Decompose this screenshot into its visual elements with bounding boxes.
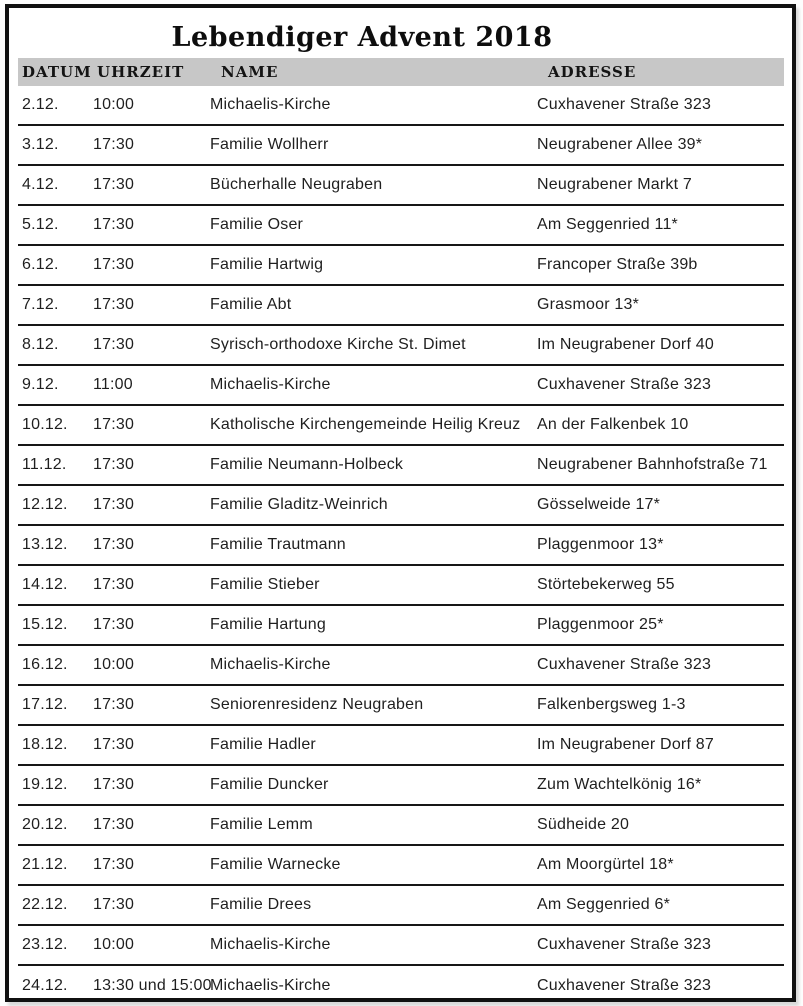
cell-uhrzeit: 10:00 xyxy=(93,96,135,113)
cell-datum: 23.12. xyxy=(22,936,68,953)
cell-adresse: Cuxhavener Straße 323 xyxy=(537,936,712,953)
cell-uhrzeit: 13:30 und 15:00 xyxy=(93,977,212,994)
cell-name: Familie Wollherr xyxy=(210,136,329,153)
table-row xyxy=(18,926,784,966)
cell-uhrzeit: 17:30 xyxy=(93,576,135,593)
cell-name: Familie Stieber xyxy=(210,576,320,593)
cell-uhrzeit: 17:30 xyxy=(93,856,135,873)
cell-adresse: Am Seggenried 11* xyxy=(537,216,678,233)
cell-adresse: An der Falkenbek 10 xyxy=(537,416,689,433)
outer-frame xyxy=(5,4,796,1002)
document-content xyxy=(9,8,792,998)
cell-datum: 2.12. xyxy=(22,96,59,113)
cell-name: Familie Oser xyxy=(210,216,304,233)
table-row xyxy=(18,246,784,286)
cell-name: Familie Warnecke xyxy=(210,856,341,873)
cell-datum: 7.12. xyxy=(22,296,59,313)
table-row xyxy=(18,686,784,726)
cell-uhrzeit: 17:30 xyxy=(93,456,135,473)
cell-adresse: Südheide 20 xyxy=(537,816,630,833)
cell-adresse: Am Seggenried 6* xyxy=(537,896,671,913)
table-row xyxy=(18,646,784,686)
page-title: Lebendiger Advent 2018 xyxy=(171,21,553,53)
cell-datum: 24.12. xyxy=(22,977,68,994)
table-row xyxy=(18,206,784,246)
cell-uhrzeit: 17:30 xyxy=(93,536,135,553)
cell-adresse: Cuxhavener Straße 323 xyxy=(537,376,712,393)
cell-datum: 14.12. xyxy=(22,576,68,593)
cell-name: Katholische Kirchengemeinde Heilig Kreuz xyxy=(210,416,521,433)
cell-name: Familie Drees xyxy=(210,896,312,913)
table-row xyxy=(18,886,784,926)
cell-name: Syrisch-orthodoxe Kirche St. Dimet xyxy=(210,336,466,353)
cell-uhrzeit: 17:30 xyxy=(93,616,135,633)
cell-adresse: Francoper Straße 39b xyxy=(537,256,698,273)
cell-datum: 21.12. xyxy=(22,856,68,873)
cell-uhrzeit: 17:30 xyxy=(93,136,135,153)
cell-adresse: Neugrabener Allee 39* xyxy=(537,136,703,153)
cell-name: Michaelis-Kirche xyxy=(210,656,331,673)
cell-name: Michaelis-Kirche xyxy=(210,96,331,113)
table-row xyxy=(18,326,784,366)
cell-adresse: Neugrabener Markt 7 xyxy=(537,176,692,193)
cell-adresse: Im Neugrabener Dorf 87 xyxy=(537,736,714,753)
cell-uhrzeit: 17:30 xyxy=(93,736,135,753)
cell-name: Familie Duncker xyxy=(210,776,329,793)
cell-uhrzeit: 17:30 xyxy=(93,176,135,193)
table-row xyxy=(18,806,784,846)
cell-name: Michaelis-Kirche xyxy=(210,977,331,994)
cell-uhrzeit: 17:30 xyxy=(93,816,135,833)
table-row xyxy=(18,566,784,606)
table-row xyxy=(18,126,784,166)
cell-datum: 13.12. xyxy=(22,536,68,553)
column-header-adresse: ADRESSE xyxy=(548,63,637,81)
cell-adresse: Falkenbergsweg 1-3 xyxy=(537,696,686,713)
cell-datum: 3.12. xyxy=(22,136,59,153)
cell-name: Seniorenresidenz Neugraben xyxy=(210,696,424,713)
cell-uhrzeit: 17:30 xyxy=(93,216,135,233)
column-header-uhrzeit: UHRZEIT xyxy=(97,63,185,81)
cell-name: Bücherhalle Neugraben xyxy=(210,176,383,193)
cell-datum: 5.12. xyxy=(22,216,59,233)
cell-adresse: Cuxhavener Straße 323 xyxy=(537,96,712,113)
table-row xyxy=(18,846,784,886)
table-row xyxy=(18,366,784,406)
cell-datum: 15.12. xyxy=(22,616,68,633)
table-row xyxy=(18,406,784,446)
cell-uhrzeit: 17:30 xyxy=(93,336,135,353)
advent-schedule-table xyxy=(18,86,784,1006)
cell-adresse: Zum Wachtelkönig 16* xyxy=(537,776,702,793)
cell-uhrzeit: 17:30 xyxy=(93,696,135,713)
cell-name: Familie Lemm xyxy=(210,816,313,833)
cell-datum: 8.12. xyxy=(22,336,59,353)
cell-adresse: Im Neugrabener Dorf 40 xyxy=(537,336,714,353)
cell-name: Michaelis-Kirche xyxy=(210,936,331,953)
cell-datum: 9.12. xyxy=(22,376,59,393)
cell-name: Familie Hartwig xyxy=(210,256,324,273)
cell-datum: 4.12. xyxy=(22,176,59,193)
cell-uhrzeit: 10:00 xyxy=(93,936,135,953)
cell-adresse: Neugrabener Bahnhofstraße 71 xyxy=(537,456,768,473)
table-row xyxy=(18,166,784,206)
cell-uhrzeit: 10:00 xyxy=(93,656,135,673)
cell-datum: 16.12. xyxy=(22,656,68,673)
cell-datum: 12.12. xyxy=(22,496,68,513)
cell-datum: 17.12. xyxy=(22,696,68,713)
cell-adresse: Cuxhavener Straße 323 xyxy=(537,656,712,673)
cell-uhrzeit: 17:30 xyxy=(93,496,135,513)
column-header-datum: DATUM xyxy=(22,63,92,81)
column-header-name: NAME xyxy=(221,63,279,81)
cell-name: Familie Gladitz-Weinrich xyxy=(210,496,388,513)
cell-datum: 10.12. xyxy=(22,416,68,433)
cell-name: Familie Neumann-Holbeck xyxy=(210,456,404,473)
cell-name: Familie Trautmann xyxy=(210,536,346,553)
cell-adresse: Plaggenmoor 13* xyxy=(537,536,664,553)
cell-datum: 22.12. xyxy=(22,896,68,913)
cell-datum: 11.12. xyxy=(22,456,67,473)
cell-datum: 18.12. xyxy=(22,736,68,753)
table-row xyxy=(18,286,784,326)
table-row xyxy=(18,526,784,566)
cell-adresse: Cuxhavener Straße 323 xyxy=(537,977,712,994)
cell-uhrzeit: 17:30 xyxy=(93,416,135,433)
cell-uhrzeit: 17:30 xyxy=(93,296,135,313)
cell-uhrzeit: 11:00 xyxy=(93,376,133,393)
cell-adresse: Am Moorgürtel 18* xyxy=(537,856,674,873)
cell-name: Familie Hartung xyxy=(210,616,326,633)
table-header-row xyxy=(18,58,784,86)
table-row xyxy=(18,86,784,126)
cell-name: Michaelis-Kirche xyxy=(210,376,331,393)
cell-uhrzeit: 17:30 xyxy=(93,896,135,913)
cell-datum: 20.12. xyxy=(22,816,68,833)
cell-name: Familie Hadler xyxy=(210,736,316,753)
cell-adresse: Störtebekerweg 55 xyxy=(537,576,675,593)
cell-adresse: Grasmoor 13* xyxy=(537,296,639,313)
cell-adresse: Gösselweide 17* xyxy=(537,496,661,513)
table-row xyxy=(18,486,784,526)
table-row xyxy=(18,446,784,486)
cell-uhrzeit: 17:30 xyxy=(93,256,135,273)
table-row xyxy=(18,606,784,646)
cell-name: Familie Abt xyxy=(210,296,292,313)
table-row xyxy=(18,726,784,766)
table-row xyxy=(18,766,784,806)
cell-uhrzeit: 17:30 xyxy=(93,776,135,793)
cell-datum: 6.12. xyxy=(22,256,59,273)
cell-adresse: Plaggenmoor 25* xyxy=(537,616,664,633)
title-area xyxy=(18,16,784,58)
table-row xyxy=(18,966,784,1006)
cell-datum: 19.12. xyxy=(22,776,68,793)
